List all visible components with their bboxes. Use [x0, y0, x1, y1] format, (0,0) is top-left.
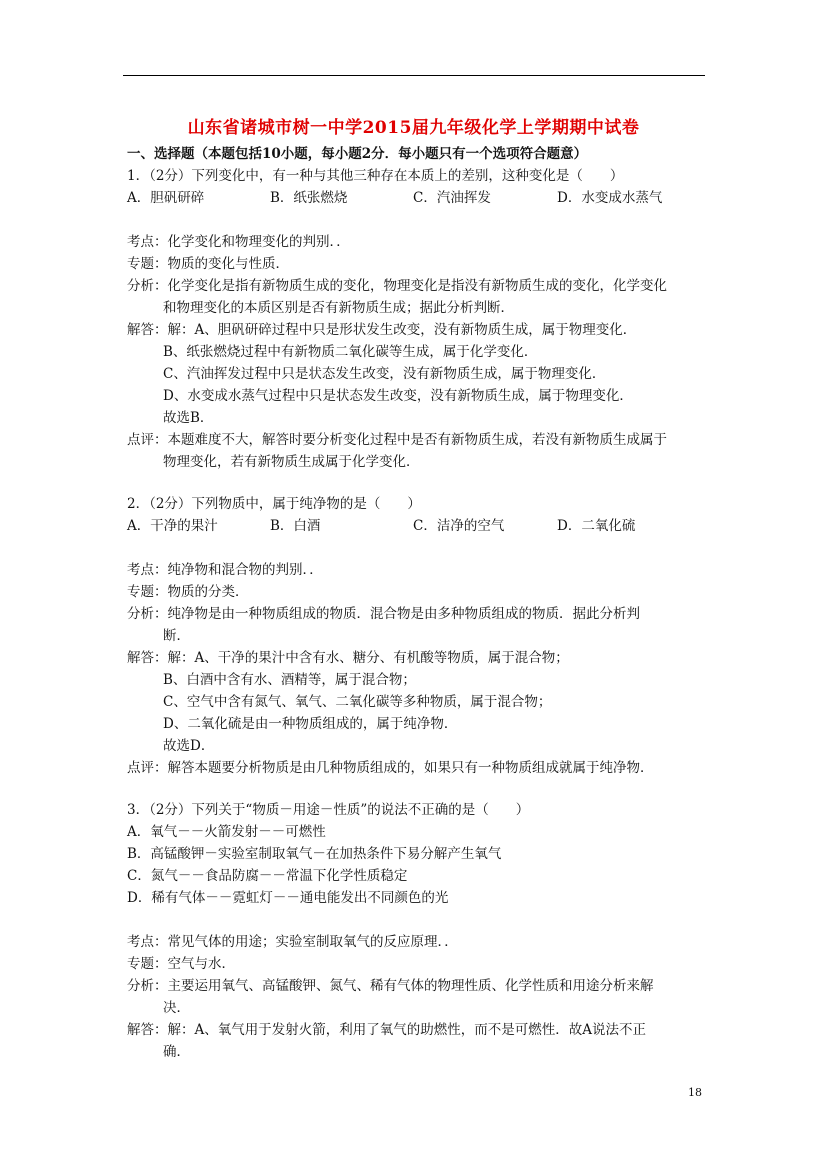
q1-option-c: C．汽油挥发	[413, 190, 491, 206]
q3-option-a: A．氧气－－火箭发射－－可燃性	[127, 824, 326, 840]
q3-jieda-line: 解答：解：A、氧气用于发射火箭，利用了氧气的助燃性，而不是可燃性．故A说法不正	[127, 1022, 646, 1038]
q2-fenxi-line: 断．	[163, 628, 190, 644]
q3-jieda-line: 确．	[163, 1044, 190, 1060]
q1-jieda-line: 故选B．	[163, 410, 214, 426]
q3-option-c: C．氮气－－食品防腐－－常温下化学性质稳定	[127, 868, 408, 884]
question-2-stem: 2．（2分）下列物质中，属于纯净物的是（ ）	[127, 496, 421, 512]
q2-option-d: D．二氧化硫	[557, 518, 636, 534]
q3-zhuanti: 专题：空气与水．	[127, 956, 235, 972]
q2-jieda-line: 解答：解：A、干净的果汁中含有水、糖分、有机酸等物质，属于混合物；	[127, 650, 569, 666]
question-1-stem: 1．（2分）下列变化中，有一种与其他三种存在本质上的差别，这种变化是（ ）	[127, 168, 624, 184]
q1-option-d: D．水变成水蒸气	[557, 190, 663, 206]
q2-option-b: B．白酒	[270, 518, 321, 534]
q1-option-b: B．纸张燃烧	[270, 190, 348, 206]
page-title: 山东省诸城市树一中学2015届九年级化学上学期期中试卷	[187, 118, 640, 138]
q2-jieda-line: D、二氧化硫是由一种物质组成的，属于纯净物．	[163, 716, 458, 732]
q2-jieda-line: B、白酒中含有水、酒精等，属于混合物；	[163, 672, 416, 688]
q2-zhuanti: 专题：物质的分类．	[127, 584, 249, 600]
q1-fenxi-line: 和物理变化的本质区别是否有新物质生成；据此分析判断．	[163, 300, 514, 316]
q1-dianping-line: 点评：本题难度不大，解答时要分析变化过程中是否有新物质生成，若没有新物质生成属于	[127, 432, 667, 448]
section-heading: 一、选择题（本题包括10小题，每小题2分．每小题只有一个选项符合题意）	[127, 146, 588, 162]
q1-jieda-line: B、纸张燃烧过程中有新物质二氧化碳等生成，属于化学变化．	[163, 344, 538, 360]
q3-kaodian: 考点：常见气体的用途；实验室制取氧气的反应原理．．	[127, 934, 458, 950]
q2-fenxi-line: 分析：纯净物是由一种物质组成的物质．混合物是由多种物质组成的物质．据此分析判	[127, 606, 640, 622]
q1-fenxi-line: 分析：化学变化是指有新物质生成的变化，物理变化是指没有新物质生成的变化，化学变化	[127, 278, 667, 294]
q2-jieda-line: 故选D．	[163, 738, 215, 754]
page-number: 18	[688, 1086, 702, 1099]
q1-option-a: A．胆矾研碎	[127, 190, 205, 206]
header-rule	[123, 75, 705, 76]
q1-jieda-line: D、水变成水蒸气过程中只是状态发生改变，没有新物质生成，属于物理变化．	[163, 388, 633, 404]
q3-fenxi-line: 决．	[163, 1000, 190, 1016]
q3-option-d: D．稀有气体－－霓虹灯－－通电能发出不同颜色的光	[127, 890, 449, 906]
q1-zhuanti: 专题：物质的变化与性质．	[127, 256, 289, 272]
question-3-stem: 3．（2分）下列关于“物质－用途－性质”的说法不正确的是（ ）	[127, 802, 530, 818]
q3-option-b: B．高锰酸钾－实验室制取氧气－在加热条件下易分解产生氧气	[127, 846, 502, 862]
q2-option-a: A．干净的果汁	[127, 518, 218, 534]
q1-kaodian: 考点：化学变化和物理变化的判别．．	[127, 234, 350, 250]
q3-fenxi-line: 分析：主要运用氧气、高锰酸钾、氮气、稀有气体的物理性质、化学性质和用途分析来解	[127, 978, 654, 994]
q1-jieda-line: 解答：解：A、胆矾研碎过程中只是形状发生改变，没有新物质生成，属于物理变化．	[127, 322, 637, 338]
q2-option-c: C．洁净的空气	[413, 518, 505, 534]
q2-jieda-line: C、空气中含有氮气、氧气、二氧化碳等多种物质，属于混合物；	[163, 694, 552, 710]
q1-jieda-line: C、汽油挥发过程中只是状态发生改变，没有新物质生成，属于物理变化．	[163, 366, 606, 382]
q2-dianping-line: 点评：解答本题要分析物质是由几种物质组成的，如果只有一种物质组成就属于纯净物．	[127, 760, 654, 776]
q1-dianping-line: 物理变化，若有新物质生成属于化学变化．	[163, 454, 420, 470]
q2-kaodian: 考点：纯净物和混合物的判别．．	[127, 562, 323, 578]
